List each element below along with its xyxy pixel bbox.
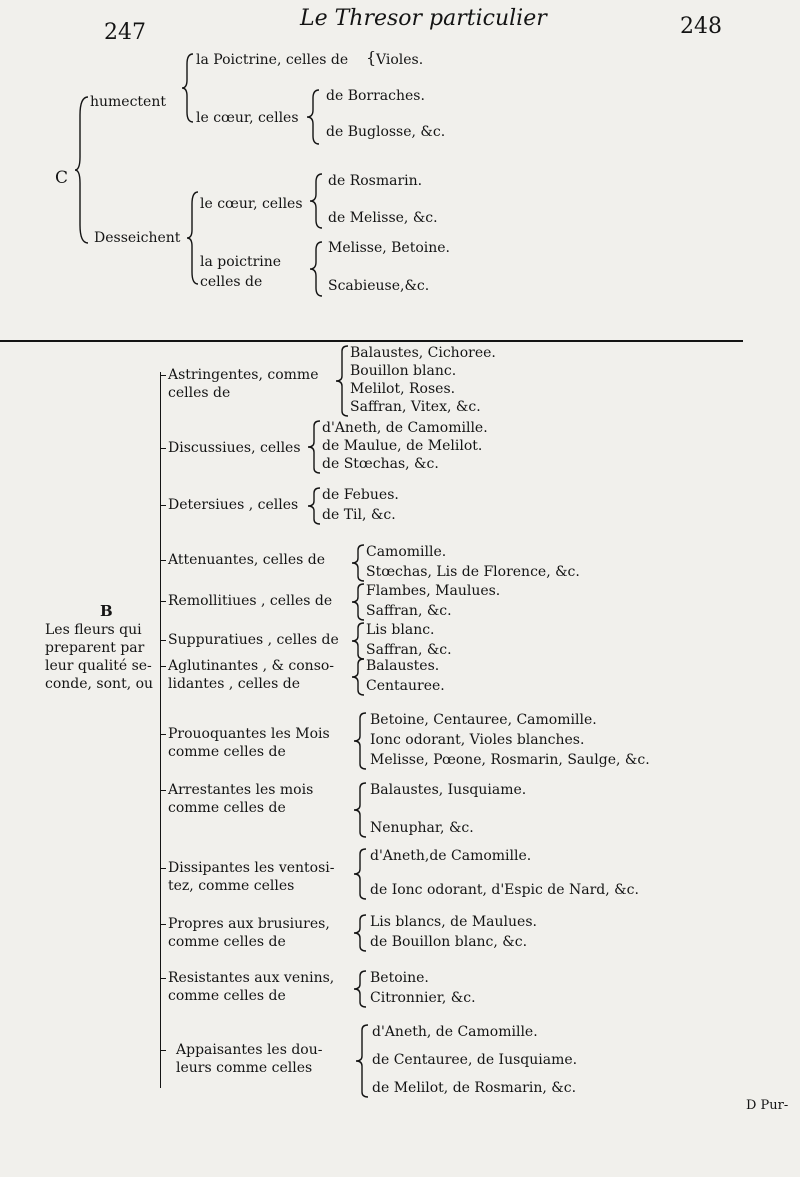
group-6-label-1: Suppuratiues , celles de (168, 632, 339, 648)
group-2-item-3: de Stœchas, &c. (322, 456, 439, 472)
group-12-label-1: Resistantes aux venins, (168, 970, 335, 986)
page-number-left: 247 (104, 20, 146, 45)
group-2-bracket-tick (160, 448, 166, 449)
group-5-item-2: Saffran, &c. (366, 603, 452, 619)
group-5-label-1: Remollitiues , celles de (168, 593, 333, 609)
group-12-label-2: comme celles de (168, 988, 286, 1004)
group-13-bracket-tick (160, 1050, 166, 1051)
group-6-brace (350, 622, 366, 660)
group-8-item-1: Betoine, Centauree, Camomille. (370, 712, 597, 728)
humectent-coeur-label: le cœur, celles (196, 110, 299, 126)
group-13-item-3: de Melilot, de Rosmarin, &c. (372, 1080, 577, 1096)
group-10-label-2: tez, comme celles (168, 878, 295, 894)
group-13-item-2: de Centauree, de Iusquiame. (372, 1052, 578, 1068)
group-4-bracket-tick (160, 560, 166, 561)
group-1-item-3: Melilot, Roses. (350, 381, 456, 397)
humectent-coeur-brace (305, 88, 321, 146)
group-5-bracket-tick (160, 601, 166, 602)
group-1-brace (334, 345, 350, 417)
group-7-bracket-tick (160, 666, 166, 667)
group-12-item-2: Citronnier, &c. (370, 990, 476, 1006)
group-9-bracket-tick (160, 790, 166, 791)
humectent-label: humectent (90, 94, 166, 110)
group-11-item-1: Lis blancs, de Maulues. (370, 914, 537, 930)
dessechent-coeur-item-2: de Melisse, &c. (328, 210, 438, 226)
group-8-item-2: Ionc odorant, Violes blanches. (370, 732, 585, 748)
section-c-brace (74, 95, 90, 245)
group-2-brace (306, 420, 322, 474)
group-4-brace (350, 544, 366, 582)
dessechent-poitrine-item-2: Scabieuse,&c. (328, 278, 430, 294)
group-12-brace (352, 970, 368, 1008)
group-5-item-1: Flambes, Maulues. (366, 583, 501, 599)
humectent-coeur-item-2: de Buglosse, &c. (326, 124, 446, 140)
group-11-brace (352, 914, 368, 952)
section-b-intro-1: Les fleurs qui (45, 622, 142, 638)
humectent-poitrine-item: Violes. (376, 52, 424, 68)
group-2-item-2: de Maulue, de Melilot. (322, 438, 483, 454)
group-7-label-2: lidantes , celles de (168, 676, 300, 692)
section-divider (0, 340, 743, 342)
page-number-right: 248 (680, 14, 722, 39)
group-13-label-1: Appaisantes les dou- (176, 1042, 323, 1058)
group-2-item-1: d'Aneth, de Camomille. (322, 420, 488, 436)
group-11-label-2: comme celles de (168, 934, 286, 950)
group-11-label-1: Propres aux brusiures, (168, 916, 330, 932)
group-1-item-4: Saffran, Vitex, &c. (350, 399, 481, 415)
group-4-item-2: Stœchas, Lis de Florence, &c. (366, 564, 580, 580)
group-10-item-1: d'Aneth,de Camomille. (370, 848, 532, 864)
group-10-label-1: Dissipantes les ventosi- (168, 860, 335, 876)
dessechent-brace (186, 190, 200, 286)
dessechent-poitrine-brace (308, 240, 324, 298)
dessechent-poitrine-label-1: la poictrine (200, 254, 282, 270)
group-10-bracket-tick (160, 868, 166, 869)
group-7-label-1: Aglutinantes , & conso- (168, 658, 335, 674)
group-7-brace (350, 658, 366, 696)
group-8-brace (352, 712, 368, 770)
section-b-letter: B (100, 602, 113, 620)
group-1-label-1: Astringentes, comme (168, 367, 319, 383)
group-9-label-2: comme celles de (168, 800, 286, 816)
group-2-label-1: Discussiues, celles (168, 440, 301, 456)
section-b-intro-2: preparent par (45, 640, 145, 656)
section-b-intro-4: conde, sont, ou (45, 676, 154, 692)
group-9-label-1: Arrestantes les mois (168, 782, 314, 798)
dessechent-label: Desseichent (94, 230, 181, 246)
group-3-label-1: Detersiues , celles (168, 497, 299, 513)
group-13-brace (354, 1024, 370, 1098)
group-1-label-2: celles de (168, 385, 231, 401)
group-11-item-2: de Bouillon blanc, &c. (370, 934, 528, 950)
group-13-item-1: d'Aneth, de Camomille. (372, 1024, 538, 1040)
group-9-item-2: Nenuphar, &c. (370, 820, 474, 836)
group-5-brace (350, 583, 366, 621)
group-1-item-1: Balaustes, Cichoree. (350, 345, 496, 361)
catchword: D Pur- (746, 1098, 789, 1113)
group-13-label-2: leurs comme celles (176, 1060, 313, 1076)
dessechent-coeur-item-1: de Rosmarin. (328, 173, 423, 189)
group-3-bracket-tick (160, 505, 166, 506)
group-6-item-2: Saffran, &c. (366, 642, 452, 658)
group-12-bracket-tick (160, 978, 166, 979)
group-8-label-1: Prouoquantes les Mois (168, 726, 330, 742)
section-b-main-bracket (160, 372, 161, 1088)
dessechent-coeur-label: le cœur, celles (200, 196, 303, 212)
dessechent-poitrine-label-2: celles de (200, 274, 263, 290)
group-1-item-2: Bouillon blanc. (350, 363, 457, 379)
group-11-bracket-tick (160, 924, 166, 925)
group-10-item-2: de Ionc odorant, d'Espic de Nard, &c. (370, 882, 639, 898)
humectent-poitrine-label: la Poictrine, celles de (196, 52, 349, 68)
group-7-item-2: Centauree. (366, 678, 445, 694)
group-9-brace (352, 782, 368, 838)
group-9-item-1: Balaustes, Iusquiame. (370, 782, 527, 798)
group-6-bracket-tick (160, 640, 166, 641)
group-4-label-1: Attenuantes, celles de (168, 552, 326, 568)
group-4-item-1: Camomille. (366, 544, 447, 560)
group-8-item-3: Melisse, Pœone, Rosmarin, Saulge, &c. (370, 752, 650, 768)
group-1-bracket-tick (160, 375, 166, 376)
group-8-label-2: comme celles de (168, 744, 286, 760)
dessechent-coeur-brace (308, 172, 324, 230)
group-8-bracket-tick (160, 734, 166, 735)
group-3-item-2: de Til, &c. (322, 507, 396, 523)
group-10-brace (352, 848, 368, 900)
humectent-brace (181, 52, 195, 124)
group-3-item-1: de Febues. (322, 487, 399, 503)
group-7-item-1: Balaustes. (366, 658, 440, 674)
section-c-letter: C (55, 168, 69, 188)
group-12-item-1: Betoine. (370, 970, 429, 986)
group-6-item-1: Lis blanc. (366, 622, 435, 638)
bleed-through-texture (600, 470, 800, 610)
section-b-intro-3: leur qualité se- (45, 658, 152, 674)
dessechent-poitrine-item-1: Melisse, Betoine. (328, 240, 450, 256)
running-title: Le Thresor particulier (300, 6, 547, 31)
small-brace-glyph: { (366, 48, 377, 67)
group-3-brace (306, 487, 322, 525)
humectent-coeur-item-1: de Borraches. (326, 88, 425, 104)
